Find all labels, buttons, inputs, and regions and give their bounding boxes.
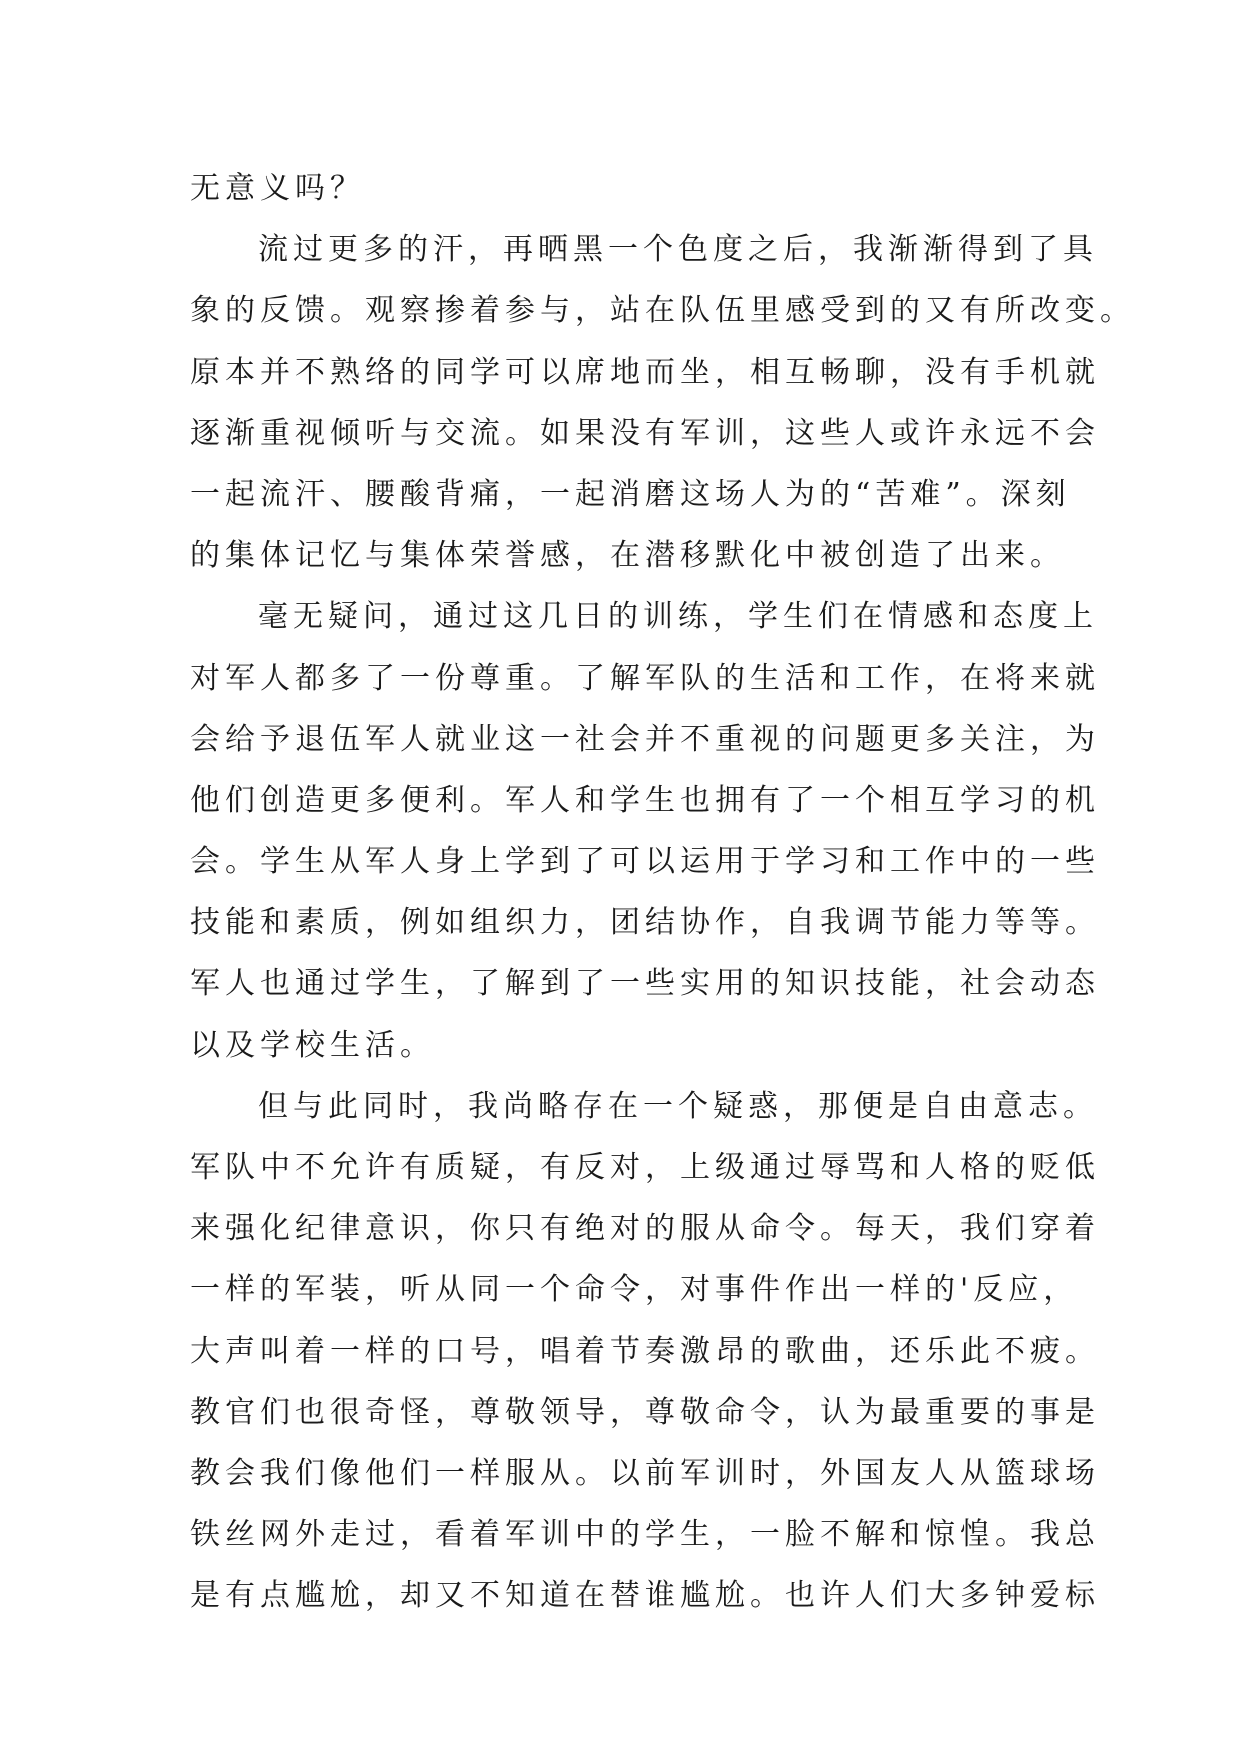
text-line: 是有点尴尬，却又不知道在替谁尴尬。也许人们大多钟爱标 [190, 1578, 1100, 1614]
body-text [190, 158, 1135, 1627]
text-line: 以及学校生活。 [190, 1027, 435, 1063]
paragraph-start-line: 流过更多的汗，再晒黑一个色度之后，我渐渐得到了具 [258, 232, 1098, 268]
text-line: 他们创造更多便利。军人和学生也拥有了一个相互学习的机 [190, 782, 1100, 818]
text-line: 一样的军装，听从同一个命令，对事件作出一样的'反应， [190, 1272, 1079, 1308]
text-line: 技能和素质，例如组织力，团结协作，自我调节能力等等。 [190, 905, 1100, 941]
text-line: 来强化纪律意识，你只有绝对的服从命令。每天，我们穿着 [190, 1211, 1100, 1247]
paragraph-start-line: 但与此同时，我尚略存在一个疑惑，那便是自由意志。 [258, 1088, 1098, 1124]
text-line: 对军人都多了一份尊重。了解军队的生活和工作，在将来就 [190, 660, 1100, 696]
paragraph-start-line: 毫无疑问，通过这几日的训练，学生们在情感和态度上 [258, 599, 1098, 635]
text-line: 无意义吗？ [190, 171, 365, 206]
text-line: 铁丝网外走过，看着军训中的学生，一脸不解和惊惶。我总 [190, 1517, 1100, 1553]
text-line: 大声叫着一样的口号，唱着节奏激昂的歌曲，还乐此不疲。 [190, 1333, 1100, 1369]
text-line: 军队中不允许有质疑，有反对，上级通过辱骂和人格的贬低 [190, 1150, 1100, 1185]
text-line: 一起流汗、腰酸背痛，一起消磨这场人为的“苦难”。深刻 [190, 476, 1071, 512]
text-line: 象的反馈。观察掺着参与，站在队伍里感受到的又有所改变。 [190, 293, 1135, 329]
text-line: 原本并不熟络的同学可以席地而坐，相互畅聊，没有手机就 [190, 354, 1100, 390]
text-line: 会。学生从军人身上学到了可以运用于学习和工作中的一些 [190, 844, 1100, 880]
text-line: 教会我们像他们一样服从。以前军训时，外国友人从篮球场 [190, 1455, 1100, 1491]
text-line: 的集体记忆与集体荣誉感，在潜移默化中被创造了出来。 [190, 538, 1065, 574]
text-line: 教官们也很奇怪，尊敬领导，尊敬命令，认为最重要的事是 [190, 1394, 1100, 1430]
text-line: 会给予退伍军人就业这一社会并不重视的问题更多关注，为 [190, 721, 1100, 757]
text-line: 军人也通过学生，了解到了一些实用的知识技能，社会动态 [190, 966, 1100, 1002]
text-line: 逐渐重视倾听与交流。如果没有军训，这些人或许永远不会 [190, 415, 1100, 451]
